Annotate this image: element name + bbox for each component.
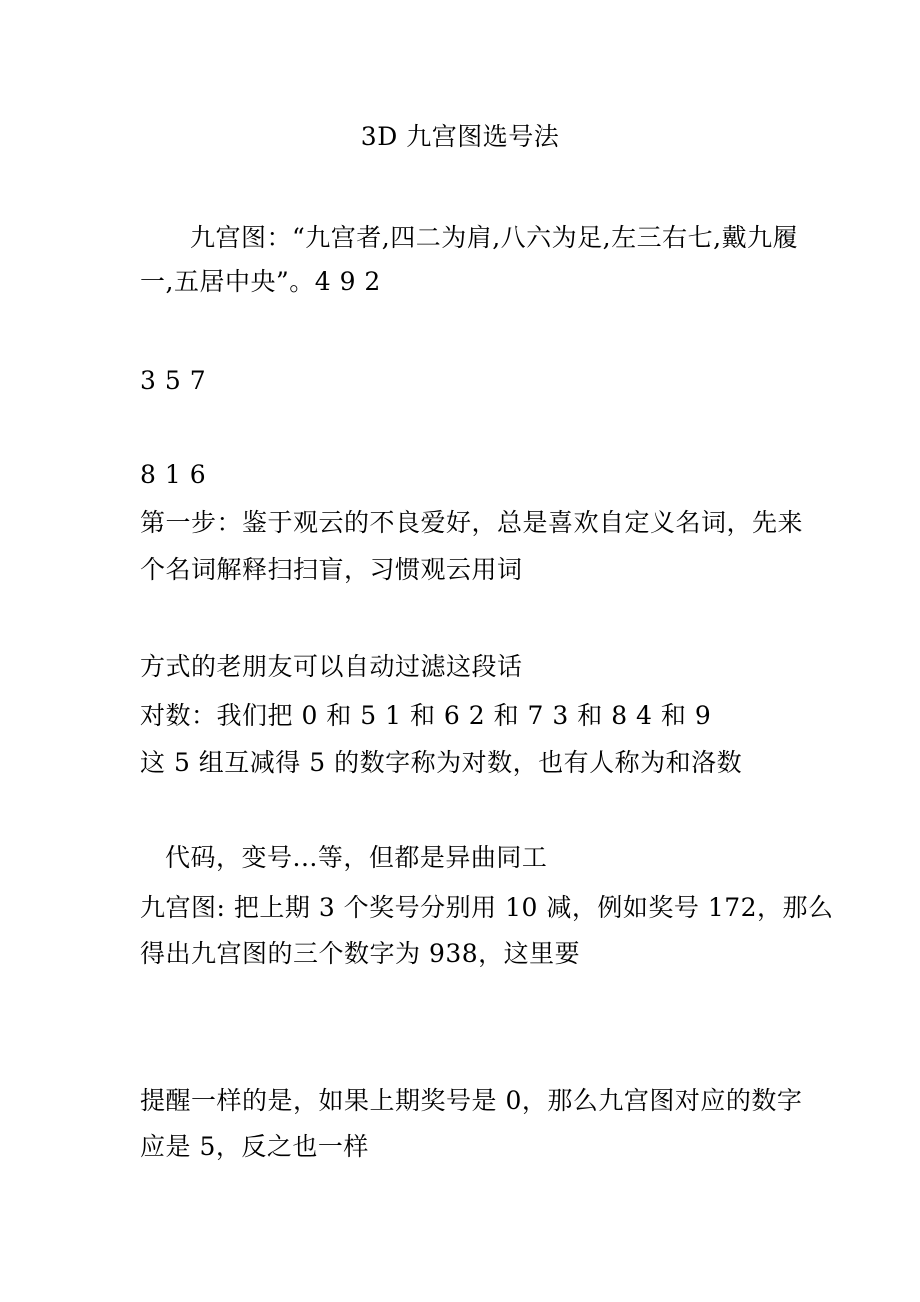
paragraph-line: 提醒一样的是，如果上期奖号是 0，那么九宫图对应的数字 <box>140 1086 803 1115</box>
paragraph-line: 第一步：鉴于观云的不良爱好，总是喜欢自定义名词，先来 <box>140 508 804 537</box>
paragraph-line: 九宫图: 把上期 3 个奖号分别用 10 减，例如奖号 172，那么 <box>140 893 834 922</box>
grid-row: 8 1 6 <box>140 460 207 489</box>
paragraph-line: 方式的老朋友可以自动过滤这段话 <box>140 652 523 681</box>
grid-row: 3 5 7 <box>140 366 207 395</box>
paragraph-line: 对数：我们把 0 和 5 1 和 6 2 和 7 3 和 8 4 和 9 <box>140 701 712 730</box>
paragraph-line: 一,五居中央”。4 9 2 <box>140 267 381 296</box>
paragraph-line: 个名词解释扫扫盲，习惯观云用词 <box>140 555 523 584</box>
paragraph-line: 得出九宫图的三个数字为 938，这里要 <box>140 939 581 968</box>
paragraph-line: 这 5 组互减得 5 的数字称为对数，也有人称为和洛数 <box>140 748 743 777</box>
paragraph-line: 应是 5，反之也一样 <box>140 1132 369 1161</box>
document-title: 3D 九宫图选号法 <box>360 122 560 151</box>
paragraph-line: 九宫图：“九宫者,四二为肩,八六为足,左三右七,戴九履 <box>190 223 799 252</box>
paragraph-line: 代码，变号...等，但都是异曲同工 <box>165 843 548 872</box>
